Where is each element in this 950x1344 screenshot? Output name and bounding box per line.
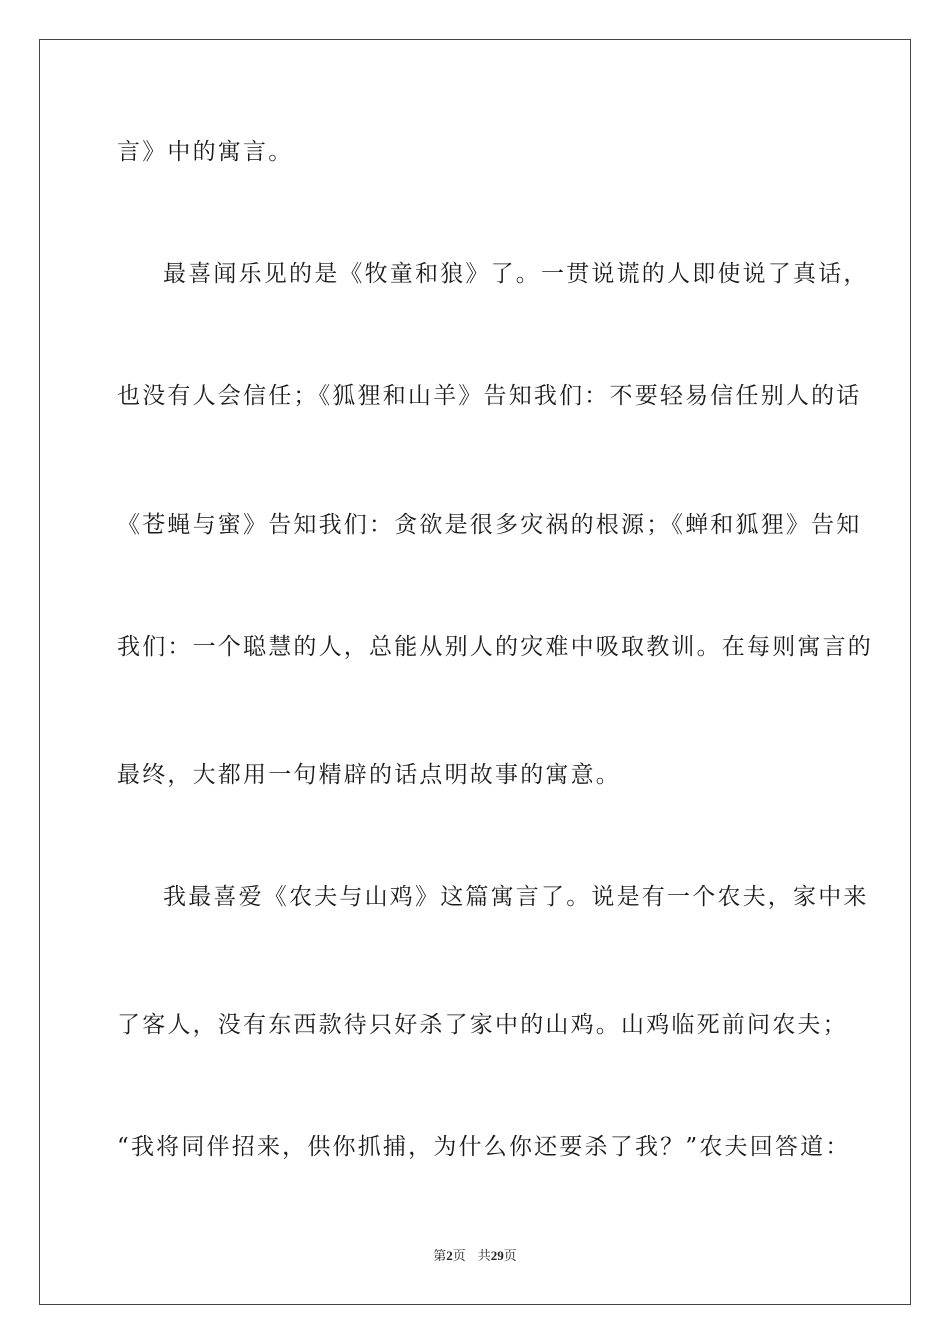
current-page-number: 2 [446,1248,453,1263]
page-suffix: 页 [452,1249,466,1264]
page-prefix: 第 [433,1249,447,1264]
total-pages-number: 29 [490,1248,504,1263]
body-text-line: 最终，大都用一句精辟的话点明故事的寓意。 [117,762,621,788]
total-prefix: 共 [477,1249,491,1264]
body-text-line: 我们：一个聪慧的人，总能从别人的灾难中吸取教训。在每则寓言的 [117,634,873,660]
body-text-line: 也没有人会信任；《狐狸和山羊》告知我们：不要轻易信任别人的话 [117,383,862,409]
body-text-line: 《苍蝇与蜜》告知我们：贪欲是很多灾祸的根源；《蝉和狐狸》告知 [117,512,862,538]
page-frame [39,39,911,1305]
body-text-line: 言》中的寓言。 [117,139,294,165]
paragraph-start-line: 最喜闻乐见的是《牧童和狼》了。一贯说谎的人即使说了真话， [163,261,869,287]
paragraph-start-line: 我最喜爱《农夫与山鸡》这篇寓言了。说是有一个农夫，家中来 [163,884,869,910]
body-text-line: 了客人，没有东西款待只好杀了家中的山鸡。山鸡临死前问农夫； [117,1012,848,1038]
page-footer [0,1247,950,1266]
body-text-line: “我将同伴招来，供你抓捕，为什么你还要杀了我？”农夫回答道： [117,1134,851,1160]
total-suffix: 页 [503,1249,517,1264]
